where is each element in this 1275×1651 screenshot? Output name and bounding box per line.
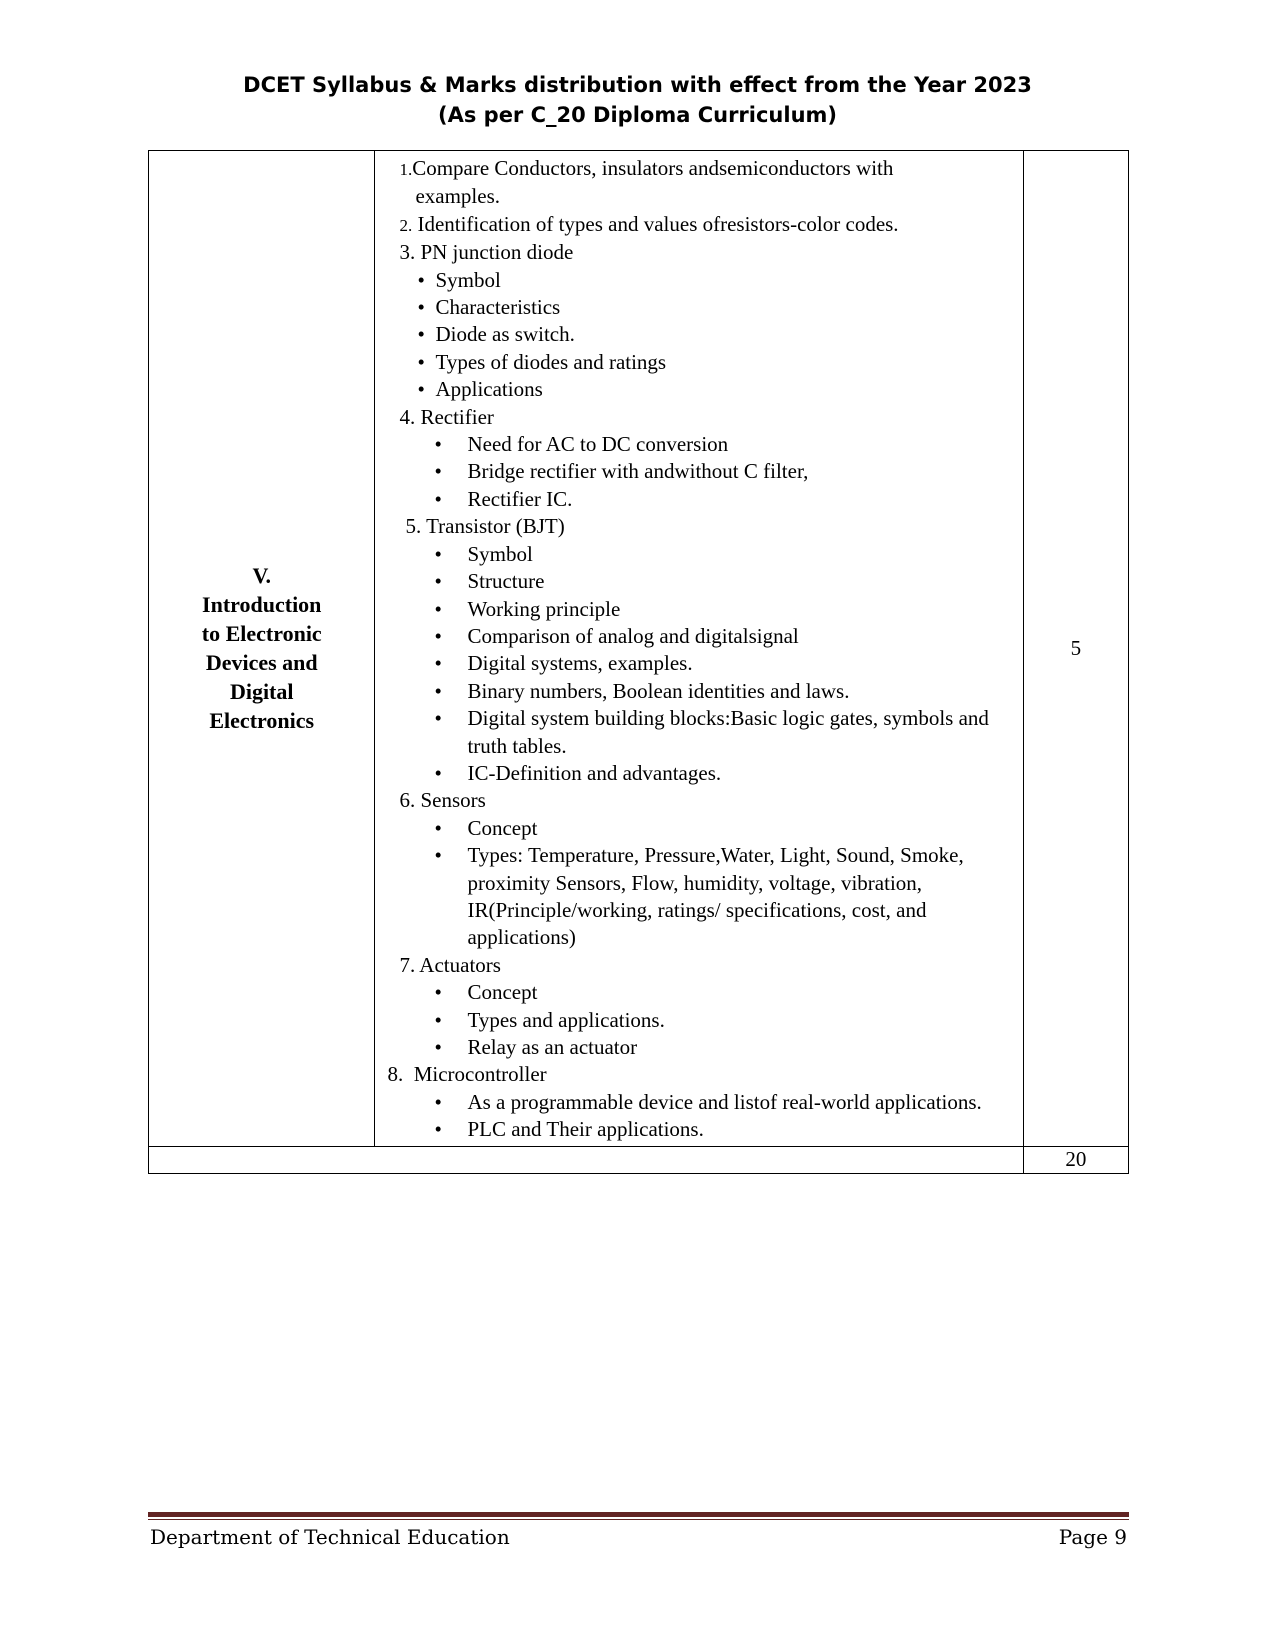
topic-3: [387, 239, 1012, 403]
list-item: • Applications: [387, 376, 1012, 403]
topic-number: 5.: [405, 514, 422, 539]
topic-bullets: [387, 815, 1012, 952]
topic-title: Actuators: [419, 952, 501, 977]
unit-number: V.: [252, 563, 271, 589]
page-title: [0, 70, 1275, 130]
list-item: • Digital systems, examples.: [387, 650, 1012, 677]
list-item: • Symbol: [387, 541, 1012, 568]
topic-title: Identification of types and values ofresistors-color codes.: [417, 211, 899, 236]
topic-1: [387, 155, 1012, 211]
topic-title: Transistor (BJT): [426, 514, 565, 539]
topic-title: PN junction diode: [420, 240, 574, 265]
topic-title: Microcontroller: [413, 1062, 547, 1087]
unit-title-line: Devices and: [205, 650, 318, 676]
title-line-2: (As per C_20 Diploma Curriculum): [438, 103, 837, 127]
unit-marks: 5: [1070, 635, 1082, 660]
footer-department: Department of Technical Education: [150, 1525, 510, 1549]
topic-title-continued: examples.: [415, 184, 501, 209]
topic-title: Compare Conductors, insulators andsemiconductors with: [412, 156, 894, 180]
list-item: • PLC and Their applications.: [387, 1116, 1012, 1143]
list-item: • Diode as switch.: [387, 321, 1012, 348]
topic-number: 4.: [399, 404, 416, 429]
list-item: • Binary numbers, Boolean identities and laws.: [387, 678, 1012, 705]
topic-number: 2.: [399, 215, 413, 235]
unit-title-cell: [149, 151, 375, 1147]
topic-number: 1.: [399, 160, 413, 179]
total-row: [149, 1146, 1129, 1173]
list-item: • Working principle: [387, 596, 1012, 623]
topic-4: [387, 404, 1012, 514]
unit-marks-cell: [1023, 151, 1128, 1147]
footer-rule-thin: [148, 1519, 1129, 1520]
topic-7: [387, 952, 1012, 1062]
list-item: • IC-Definition and advantages.: [387, 760, 1012, 787]
list-item: • Concept: [387, 815, 1012, 842]
topic-8: [387, 1061, 1012, 1143]
unit-row: [149, 151, 1129, 1147]
list-item: • Comparison of analog and digitalsignal: [387, 623, 1012, 650]
unit-title-line: Electronics: [209, 708, 315, 734]
list-item: • Types of diodes and ratings: [387, 349, 1012, 376]
total-marks-cell: [1023, 1146, 1128, 1173]
topic-number: 8.: [387, 1062, 404, 1087]
topic-bullets: [387, 267, 1012, 404]
topic-bullets: [387, 541, 1012, 788]
topic-bullets: [387, 979, 1012, 1061]
list-item: • Relay as an actuator: [387, 1034, 1012, 1061]
topic-5: [387, 513, 1012, 787]
footer-page-number: Page 9: [1058, 1525, 1127, 1549]
topic-number: 7.: [399, 952, 416, 977]
topic-2: [387, 211, 1012, 239]
title-line-1: DCET Syllabus & Marks distribution with effect from the Year 2023: [243, 73, 1032, 97]
footer-rule: [148, 1512, 1129, 1517]
list-item: • Types and applications.: [387, 1007, 1012, 1034]
topic-title: Sensors: [420, 788, 486, 813]
list-item: • Structure: [387, 568, 1012, 595]
unit-title-line: Introduction: [202, 592, 322, 618]
unit-title-line: Digital: [229, 679, 294, 705]
topic-bullets: [387, 431, 1012, 513]
unit-title-line: to Electronic: [201, 621, 322, 647]
list-item: • As a programmable device and listof real-world applications.: [387, 1089, 1012, 1116]
total-label-cell: [149, 1146, 1024, 1173]
list-item: • Symbol: [387, 267, 1012, 294]
topic-title: Rectifier: [420, 404, 494, 429]
topic-bullets: [387, 1089, 1012, 1144]
list-item: • Rectifier IC.: [387, 486, 1012, 513]
topic-number: 6.: [399, 788, 416, 813]
list-item: • Characteristics: [387, 294, 1012, 321]
total-marks: 20: [1065, 1147, 1087, 1172]
unit-content-cell: [375, 151, 1023, 1147]
syllabus-table: [148, 150, 1129, 1174]
list-item: • Types: Temperature, Pressure,Water, Light, Sound, Smoke, proximity Sensors, Flow, humidity, voltage, vibration, IR(Principle/working, ratings/ specifications, cost, and applications): [387, 842, 1012, 952]
list-item: • Bridge rectifier with andwithout C filter,: [387, 458, 1012, 485]
list-item: • Concept: [387, 979, 1012, 1006]
list-item: • Need for AC to DC conversion: [387, 431, 1012, 458]
topic-number: 3.: [399, 240, 416, 265]
topic-6: [387, 787, 1012, 951]
list-item: • Digital system building blocks:Basic logic gates, symbols and truth tables.: [387, 705, 1012, 760]
